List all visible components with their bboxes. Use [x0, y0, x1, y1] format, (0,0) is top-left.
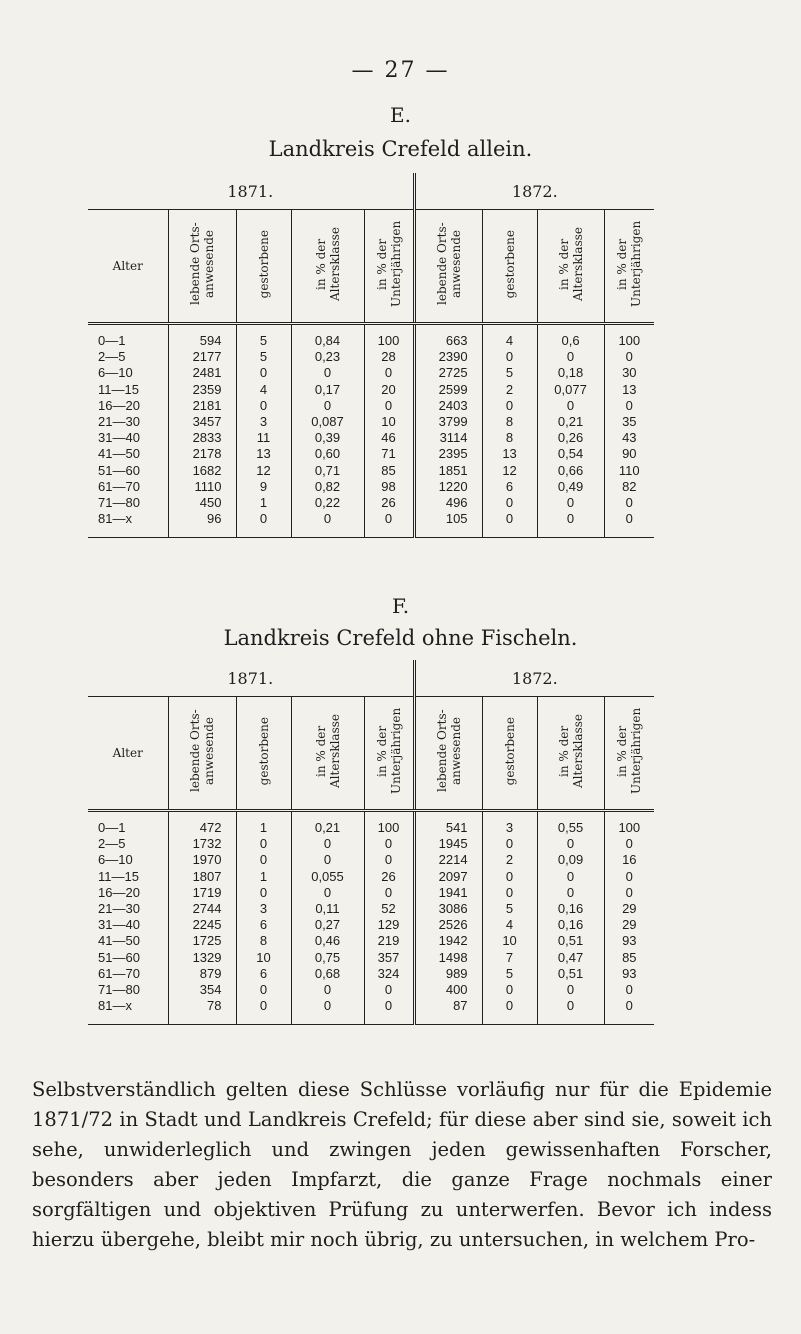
table-cell: 46	[364, 430, 414, 446]
table-cell: 2214	[414, 852, 482, 868]
column-header-label: gestorbene	[502, 229, 517, 299]
table-cell: 0,68	[291, 966, 364, 982]
table-cell: 13	[604, 382, 654, 398]
table-cell: 12	[236, 463, 291, 479]
table-cell: 1732	[168, 836, 236, 852]
table-cell: 0,22	[291, 495, 364, 511]
table-cell: 2833	[168, 430, 236, 446]
body-paragraph: Selbstverständlich gelten diese Schlüsse vorläufig nur für die Epidemie 1871/72 in Stadt und Landkreis Crefeld; für diese aber sind sie, soweit ich sehe, unwiderleglich und zwingen jeden gewissenhaften Forscher, besonders aber jeden Impfarzt, die ganze Frage nochmals einer sorgfältigen und objektiven Prüfung zu unterwerfen. Bevor ich indess hierzu übergehe, bleibt mir noch übrig, zu untersuchen, in welchem Pro-	[32, 1078, 772, 1251]
table-cell: 0	[364, 885, 414, 901]
table-cell: 0	[291, 836, 364, 852]
table-cell: 0	[236, 998, 291, 1025]
column-header	[88, 210, 168, 324]
table-cell: 0	[537, 869, 604, 885]
column-header-label: in % der Unterjährigen	[615, 707, 644, 795]
column-header	[236, 210, 291, 324]
age-group-cell: 2—5	[98, 349, 126, 365]
table-cell: 541	[414, 811, 482, 837]
column-header-row	[88, 697, 654, 811]
table-cell: 1941	[414, 885, 482, 901]
table-cell: 30	[604, 365, 654, 381]
age-group-cell: 41—50	[98, 933, 140, 949]
table-cell: 105	[414, 511, 482, 538]
table-cell: 219	[364, 933, 414, 949]
column-header	[291, 697, 364, 811]
table-cell: 2	[482, 852, 537, 868]
table-cell: 0	[364, 511, 414, 538]
table-cell: 87	[414, 998, 482, 1025]
column-header	[88, 697, 168, 811]
table-cell: 0	[604, 495, 654, 511]
table-body	[88, 324, 654, 538]
table-cell: 0,09	[537, 852, 604, 868]
table-cell: 5	[236, 324, 291, 350]
age-group-cell: 0—1	[98, 333, 126, 348]
table-row	[88, 430, 654, 446]
column-header-label: lebende Orts-anwesende	[188, 709, 216, 793]
table-cell: 0	[291, 852, 364, 868]
table-cell: 0,16	[537, 901, 604, 917]
year-1871-heading: 1871.	[88, 173, 414, 210]
page-number: — 27 —	[351, 58, 450, 83]
table-cell: 989	[414, 966, 482, 982]
table-cell: 1682	[168, 463, 236, 479]
age-group-cell: 71—80	[98, 495, 140, 511]
table-cell: 0,39	[291, 430, 364, 446]
table-cell: 324	[364, 966, 414, 982]
table-cell: 0	[291, 511, 364, 538]
table-row	[88, 950, 654, 966]
table-cell: 0,16	[537, 917, 604, 933]
table-cell: 1110	[168, 479, 236, 495]
table-row	[88, 398, 654, 414]
table-row	[88, 479, 654, 495]
table-cell: 7	[482, 950, 537, 966]
table-row	[88, 933, 654, 949]
table-cell: 0,55	[537, 811, 604, 837]
table-cell: 0	[537, 998, 604, 1025]
column-header	[168, 210, 236, 324]
table-cell: 0,51	[537, 933, 604, 949]
table-cell: 0,66	[537, 463, 604, 479]
table-cell: 0	[537, 982, 604, 998]
age-group-cell: 51—60	[98, 949, 140, 965]
table-cell: 0	[364, 398, 414, 414]
table-cell: 1	[236, 495, 291, 511]
table-cell: 5	[482, 966, 537, 982]
age-group-cell: 16—20	[98, 884, 140, 900]
table-cell: 12	[482, 463, 537, 479]
age-group-cell: 11—15	[98, 868, 139, 884]
table-cell: 472	[168, 811, 236, 837]
table-cell: 0,75	[291, 950, 364, 966]
table-cell: 0	[604, 398, 654, 414]
table-cell: 0	[482, 398, 537, 414]
table-row	[88, 324, 654, 350]
age-group-cell: 31—40	[98, 917, 140, 933]
table-cell: 2097	[414, 869, 482, 885]
table-cell: 71	[364, 446, 414, 462]
table-cell: 0,49	[537, 479, 604, 495]
table-landkreis-crefeld-allein	[88, 173, 654, 538]
age-group-cell: 71—80	[98, 982, 140, 998]
table-cell: 3114	[414, 430, 482, 446]
age-group-cell: 6—10	[98, 852, 133, 868]
table-cell: 85	[364, 463, 414, 479]
year-1871-heading: 1871.	[88, 660, 414, 697]
table-cell: 663	[414, 324, 482, 350]
table-cell: 0	[291, 885, 364, 901]
table-row	[88, 901, 654, 917]
column-header-label: gestorbene	[256, 716, 271, 786]
table-row	[88, 511, 654, 538]
table-cell: 0	[482, 349, 537, 365]
table-cell: 16	[604, 852, 654, 868]
table-cell: 0,60	[291, 446, 364, 462]
table-cell: 0	[604, 349, 654, 365]
table-cell: 3799	[414, 414, 482, 430]
table-cell: 0,54	[537, 446, 604, 462]
table-cell: 1	[236, 869, 291, 885]
table-cell: 0	[364, 852, 414, 868]
column-header	[482, 697, 537, 811]
table-cell: 0	[291, 982, 364, 998]
table-cell: 0	[604, 511, 654, 538]
table-cell: 354	[168, 982, 236, 998]
table-cell: 8	[482, 414, 537, 430]
age-group-cell: 81—x	[88, 511, 168, 538]
table-cell: 2395	[414, 446, 482, 462]
column-header-row	[88, 210, 654, 324]
table-cell: 0,71	[291, 463, 364, 479]
table-cell: 9	[236, 479, 291, 495]
table-cell: 29	[604, 901, 654, 917]
table-cell: 2178	[168, 446, 236, 462]
table-cell: 0,21	[291, 811, 364, 837]
table-cell: 0	[537, 885, 604, 901]
table-cell: 4	[236, 382, 291, 398]
table-cell: 0	[364, 982, 414, 998]
table-cell: 450	[168, 495, 236, 511]
table-cell: 0,18	[537, 365, 604, 381]
column-header	[537, 210, 604, 324]
table-cell: 0	[537, 495, 604, 511]
table-row	[88, 885, 654, 901]
age-group-cell: 2—5	[98, 836, 126, 852]
table-cell: 0,46	[291, 933, 364, 949]
age-group-cell: 51—60	[98, 462, 140, 478]
table-cell: 100	[364, 324, 414, 350]
table-row	[88, 495, 654, 511]
column-header	[236, 697, 291, 811]
table-cell: 6	[236, 966, 291, 982]
table-cell: 0	[364, 836, 414, 852]
table-cell: 0	[604, 836, 654, 852]
column-header	[604, 210, 654, 324]
age-group-cell: 61—70	[98, 965, 140, 981]
section-e-letter: E.	[390, 103, 411, 127]
table-cell: 2481	[168, 365, 236, 381]
table-cell: 496	[414, 495, 482, 511]
table-cell: 110	[604, 463, 654, 479]
table-cell: 10	[482, 933, 537, 949]
column-header	[482, 210, 537, 324]
table-cell: 0	[482, 869, 537, 885]
column-header-label: in % der Unterjährigen	[615, 220, 644, 308]
table-cell: 0,6	[537, 324, 604, 350]
table-cell: 2526	[414, 917, 482, 933]
table-cell: 0	[482, 511, 537, 538]
table-cell: 90	[604, 446, 654, 462]
table-cell: 0	[537, 836, 604, 852]
section-f-letter: F.	[391, 594, 410, 618]
table-cell: 2177	[168, 349, 236, 365]
table-cell: 43	[604, 430, 654, 446]
table-cell: 0,26	[537, 430, 604, 446]
table-cell: 1851	[414, 463, 482, 479]
table-cell: 93	[604, 933, 654, 949]
table-cell: 0	[236, 852, 291, 868]
column-header-label: in % der Altersklasse	[556, 714, 585, 789]
table-cell: 1329	[168, 950, 236, 966]
table-cell: 28	[364, 349, 414, 365]
column-header-label: in % der Altersklasse	[556, 227, 585, 302]
age-group-cell: 0—1	[98, 820, 126, 835]
table-cell: 3	[236, 414, 291, 430]
column-header-label: in % der Unterjährigen	[374, 220, 403, 308]
table-cell: 0	[236, 511, 291, 538]
table-cell: 1725	[168, 933, 236, 949]
table-cell: 0	[236, 836, 291, 852]
table-row	[88, 917, 654, 933]
column-header	[168, 697, 236, 811]
table-cell: 0	[537, 511, 604, 538]
table-cell: 0	[482, 998, 537, 1025]
column-header	[364, 210, 414, 324]
table-cell: 100	[604, 811, 654, 837]
age-group-cell: 31—40	[98, 430, 140, 446]
table-cell: 35	[604, 414, 654, 430]
table-cell: 98	[364, 479, 414, 495]
table-cell: 10	[364, 414, 414, 430]
column-header	[364, 697, 414, 811]
table-cell: 0	[482, 885, 537, 901]
table-cell: 0	[291, 365, 364, 381]
table-cell: 1945	[414, 836, 482, 852]
column-header-label: lebende Orts-anwesende	[434, 709, 463, 793]
table-cell: 1220	[414, 479, 482, 495]
table-cell: 0	[482, 495, 537, 511]
table-cell: 93	[604, 966, 654, 982]
table-cell: 357	[364, 950, 414, 966]
table-cell: 129	[364, 917, 414, 933]
table-cell: 82	[604, 479, 654, 495]
table-cell: 5	[482, 365, 537, 381]
table-cell: 0,077	[537, 382, 604, 398]
table-cell: 8	[482, 430, 537, 446]
table-cell: 879	[168, 966, 236, 982]
table-row	[88, 966, 654, 982]
table-cell: 1	[236, 811, 291, 837]
table-cell: 594	[168, 324, 236, 350]
table-cell: 4	[482, 917, 537, 933]
table-row	[88, 982, 654, 998]
age-group-cell: 16—20	[98, 397, 140, 413]
column-header-label: gestorbene	[256, 229, 271, 299]
table-cell: 0	[604, 869, 654, 885]
table-cell: 85	[604, 950, 654, 966]
table-cell: 0,51	[537, 966, 604, 982]
table-cell: 2390	[414, 349, 482, 365]
age-group-cell: 21—30	[98, 414, 140, 430]
table-cell: 0	[482, 836, 537, 852]
age-group-cell: 61—70	[98, 478, 140, 494]
table-cell: 0,087	[291, 414, 364, 430]
table-cell: 0,17	[291, 382, 364, 398]
table-cell: 0	[236, 982, 291, 998]
table-cell: 0,82	[291, 479, 364, 495]
section-f-title: Landkreis Crefeld ohne Fischeln.	[223, 626, 578, 650]
table-row	[88, 349, 654, 365]
table-cell: 1498	[414, 950, 482, 966]
column-header	[414, 210, 482, 324]
table-cell: 2359	[168, 382, 236, 398]
table-cell: 13	[236, 446, 291, 462]
table-cell: 3	[482, 811, 537, 837]
table-cell: 29	[604, 917, 654, 933]
table-cell: 26	[364, 869, 414, 885]
table-cell: 4	[482, 324, 537, 350]
table-cell: 0,84	[291, 324, 364, 350]
table-row	[88, 365, 654, 381]
table-cell: 2403	[414, 398, 482, 414]
table-cell: 78	[168, 998, 236, 1025]
table-row	[88, 463, 654, 479]
table-cell: 0	[604, 998, 654, 1025]
column-header-label: Alter	[112, 745, 143, 760]
column-header-label: Alter	[112, 258, 143, 273]
table-cell: 13	[482, 446, 537, 462]
table-row	[88, 836, 654, 852]
table-cell: 0	[537, 398, 604, 414]
table-cell: 0	[364, 365, 414, 381]
table-cell: 0	[482, 982, 537, 998]
column-header	[604, 697, 654, 811]
section-e-title: Landkreis Crefeld allein.	[268, 137, 533, 161]
age-group-cell: 81—x	[88, 998, 168, 1025]
table-cell: 0	[291, 398, 364, 414]
table-cell: 96	[168, 511, 236, 538]
table-cell: 0,11	[291, 901, 364, 917]
table-cell: 3086	[414, 901, 482, 917]
table-cell: 1719	[168, 885, 236, 901]
table-cell: 2725	[414, 365, 482, 381]
age-group-cell: 11—15	[98, 381, 139, 397]
table-cell: 8	[236, 933, 291, 949]
table-cell: 20	[364, 382, 414, 398]
table-row	[88, 811, 654, 837]
table-cell: 3457	[168, 414, 236, 430]
column-header-label: in % der Unterjährigen	[374, 707, 403, 795]
table-cell: 0	[236, 885, 291, 901]
table-row	[88, 382, 654, 398]
table-cell: 0	[604, 982, 654, 998]
column-header-label: lebende Orts-anwesende	[434, 222, 463, 306]
column-header	[414, 697, 482, 811]
table-cell: 6	[482, 479, 537, 495]
table-body	[88, 811, 654, 1025]
table-cell: 0	[236, 398, 291, 414]
table-cell: 2744	[168, 901, 236, 917]
table-row	[88, 869, 654, 885]
column-header-label: lebende Orts-anwesende	[188, 222, 216, 306]
table-cell: 5	[482, 901, 537, 917]
table-cell: 6	[236, 917, 291, 933]
column-header-label: gestorbene	[502, 716, 517, 786]
year-1872-heading: 1872.	[414, 173, 654, 210]
column-header	[537, 697, 604, 811]
table-cell: 0,055	[291, 869, 364, 885]
table-row	[88, 414, 654, 430]
table-cell: 52	[364, 901, 414, 917]
table-cell: 400	[414, 982, 482, 998]
table-cell: 2	[482, 382, 537, 398]
table-cell: 0	[236, 365, 291, 381]
table-cell: 0,23	[291, 349, 364, 365]
table-cell: 0	[364, 998, 414, 1025]
age-group-cell: 21—30	[98, 901, 140, 917]
table-row	[88, 998, 654, 1025]
table-row	[88, 852, 654, 868]
table-cell: 0	[604, 885, 654, 901]
column-header-label: in % der Altersklasse	[313, 227, 342, 302]
table-cell: 1970	[168, 852, 236, 868]
table-cell: 10	[236, 950, 291, 966]
column-header-label: in % der Altersklasse	[313, 714, 342, 789]
column-header	[291, 210, 364, 324]
table-cell: 2599	[414, 382, 482, 398]
table-cell: 5	[236, 349, 291, 365]
table-cell: 0,47	[537, 950, 604, 966]
table-cell: 0,27	[291, 917, 364, 933]
table-cell: 100	[364, 811, 414, 837]
table-row	[88, 446, 654, 462]
table-cell: 1942	[414, 933, 482, 949]
age-group-cell: 6—10	[98, 365, 133, 381]
table-landkreis-crefeld-ohne-fischeln	[88, 660, 654, 1025]
year-1872-heading: 1872.	[414, 660, 654, 697]
table-cell: 0,21	[537, 414, 604, 430]
age-group-cell: 41—50	[98, 446, 140, 462]
table-cell: 3	[236, 901, 291, 917]
table-cell: 11	[236, 430, 291, 446]
table-cell: 1807	[168, 869, 236, 885]
table-cell: 2181	[168, 398, 236, 414]
table-cell: 26	[364, 495, 414, 511]
table-cell: 0	[537, 349, 604, 365]
table-cell: 100	[604, 324, 654, 350]
table-cell: 2245	[168, 917, 236, 933]
table-cell: 0	[291, 998, 364, 1025]
